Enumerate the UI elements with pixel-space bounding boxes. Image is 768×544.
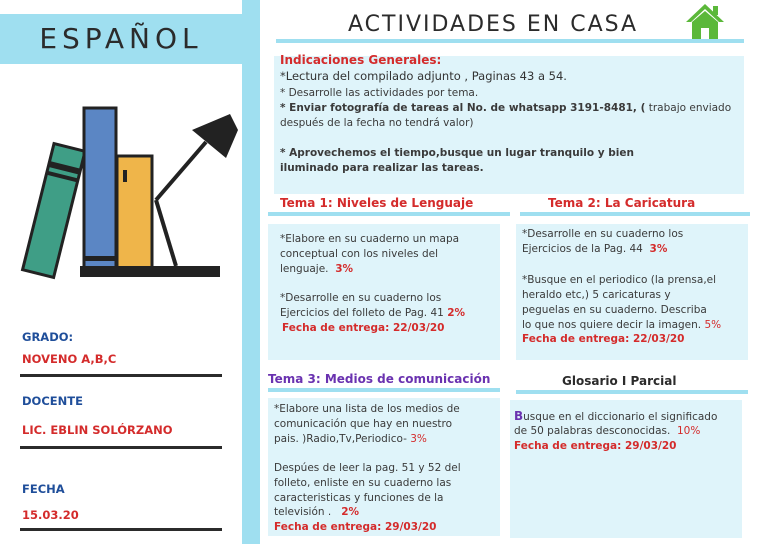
- title-underline: [276, 39, 744, 43]
- divider: [20, 446, 222, 449]
- indicaciones-text: trabajo enviado: [645, 102, 732, 114]
- tema2-text: lo que nos quiere decir la imagen.: [522, 319, 702, 331]
- tema3-text: comunicación que hay en nuestro: [274, 418, 453, 430]
- glosario-due-date: Fecha de entrega: 29/03/20: [514, 440, 677, 452]
- tema1-text: *Elabore en su cuaderno un mapa: [280, 233, 460, 245]
- books-lamp-illustration: [20, 100, 242, 282]
- home-icon: [684, 2, 726, 40]
- tema3-text: *Elabore una lista de los medios de: [274, 403, 460, 415]
- tema2-text: *Busque en el periodico (la prensa,el: [522, 274, 717, 286]
- tema2-text: [522, 318, 721, 332]
- glosario-text: de 50 palabras desconocidas.: [514, 425, 671, 437]
- glosario-initial: B: [514, 409, 524, 423]
- tema1-text: conceptual con los niveles del: [280, 248, 439, 260]
- tema3-underline: [268, 388, 500, 392]
- percent-badge: 3%: [335, 263, 354, 275]
- tema3-due-date: Fecha de entrega: 29/03/20: [274, 521, 437, 533]
- tema2-due-date: Fecha de entrega: 22/03/20: [522, 333, 685, 345]
- indicaciones-line: iluminado para realizar las tareas.: [280, 162, 484, 174]
- percent-badge: 2%: [447, 307, 466, 319]
- indicaciones-line: * Desarrolle las actividades por tema.: [280, 87, 479, 99]
- tema1-text: [280, 306, 465, 320]
- tema2-text: heraldo etc,) 5 caricaturas y: [522, 289, 671, 301]
- indicaciones-bold-text: * Enviar fotografía de tareas al No. de whatsapp 3191-8481, (: [280, 102, 646, 114]
- tema3-title: Tema 3: Medios de comunicación: [268, 372, 491, 386]
- tema2-text: *Desarrolle en su cuaderno los: [522, 228, 684, 240]
- tema2-underline: [520, 212, 750, 216]
- tema2-text: [522, 242, 667, 256]
- tema3-text: Despúes de leer la pag. 51 y 52 del: [274, 462, 461, 474]
- tema3-text: [274, 505, 359, 519]
- indicaciones-heading: Indicaciones Generales:: [280, 53, 442, 67]
- percent-badge: 5%: [704, 319, 722, 331]
- glosario-text: [514, 409, 717, 424]
- page-title: ACTIVIDADES EN CASA: [348, 12, 639, 37]
- tema1-due-date: Fecha de entrega: 22/03/20: [282, 322, 445, 334]
- tema2-text: Ejercicios de la Pag. 44: [522, 243, 643, 255]
- tema1-text: Ejercicios del folleto de Pag. 41: [280, 307, 444, 319]
- tema1-text: *Desarrolle en su cuaderno los: [280, 292, 442, 304]
- grado-value: NOVENO A,B,C: [22, 352, 117, 366]
- subject-title: ESPAÑOL: [39, 22, 203, 55]
- divider: [20, 528, 222, 531]
- left-accent-band: [242, 0, 260, 544]
- percent-badge: 3%: [410, 433, 427, 445]
- glosario-title: Glosario I Parcial: [562, 374, 677, 388]
- indicaciones-line: * Aprovechemos el tiempo,busque un lugar tranquilo y bien: [280, 147, 634, 159]
- tema3-text: caracteristicas y funciones de la: [274, 492, 444, 504]
- indicaciones-line: *Lectura del compilado adjunto , Paginas 43 a 54.: [280, 69, 567, 83]
- tema2-text: peguelas en su cuaderno. Describa: [522, 304, 707, 316]
- glosario-text: [514, 424, 700, 438]
- tema1-underline: [268, 212, 510, 216]
- tema1-text: lenguaje.: [280, 263, 329, 275]
- tema2-title: Tema 2: La Caricatura: [548, 196, 696, 210]
- divider: [20, 374, 222, 377]
- tema3-text: [274, 432, 427, 446]
- glosario-text: usque en el diccionario el significado: [523, 411, 718, 423]
- grado-label: GRADO:: [22, 330, 74, 344]
- tema3-text: televisión .: [274, 506, 332, 518]
- fecha-value: 15.03.20: [22, 508, 79, 522]
- indicaciones-line: [280, 101, 731, 115]
- percent-badge: 3%: [649, 243, 668, 255]
- indicaciones-line: después de la fecha no tendrá valor): [280, 117, 474, 129]
- fecha-label: FECHA: [22, 482, 65, 496]
- tema1-text: [280, 262, 353, 276]
- docente-label: DOCENTE: [22, 394, 83, 408]
- tema3-text: pais. )Radio,Tv,Periodico-: [274, 433, 407, 445]
- docente-value: LIC. EBLIN SOLÓRZANO: [22, 423, 173, 437]
- tema1-title: Tema 1: Niveles de Lenguaje: [280, 196, 474, 210]
- percent-badge: 2%: [341, 506, 360, 518]
- percent-badge: 10%: [677, 425, 701, 437]
- glosario-underline: [516, 390, 748, 394]
- tema3-text: folleto, enliste en su cuaderno las: [274, 477, 452, 489]
